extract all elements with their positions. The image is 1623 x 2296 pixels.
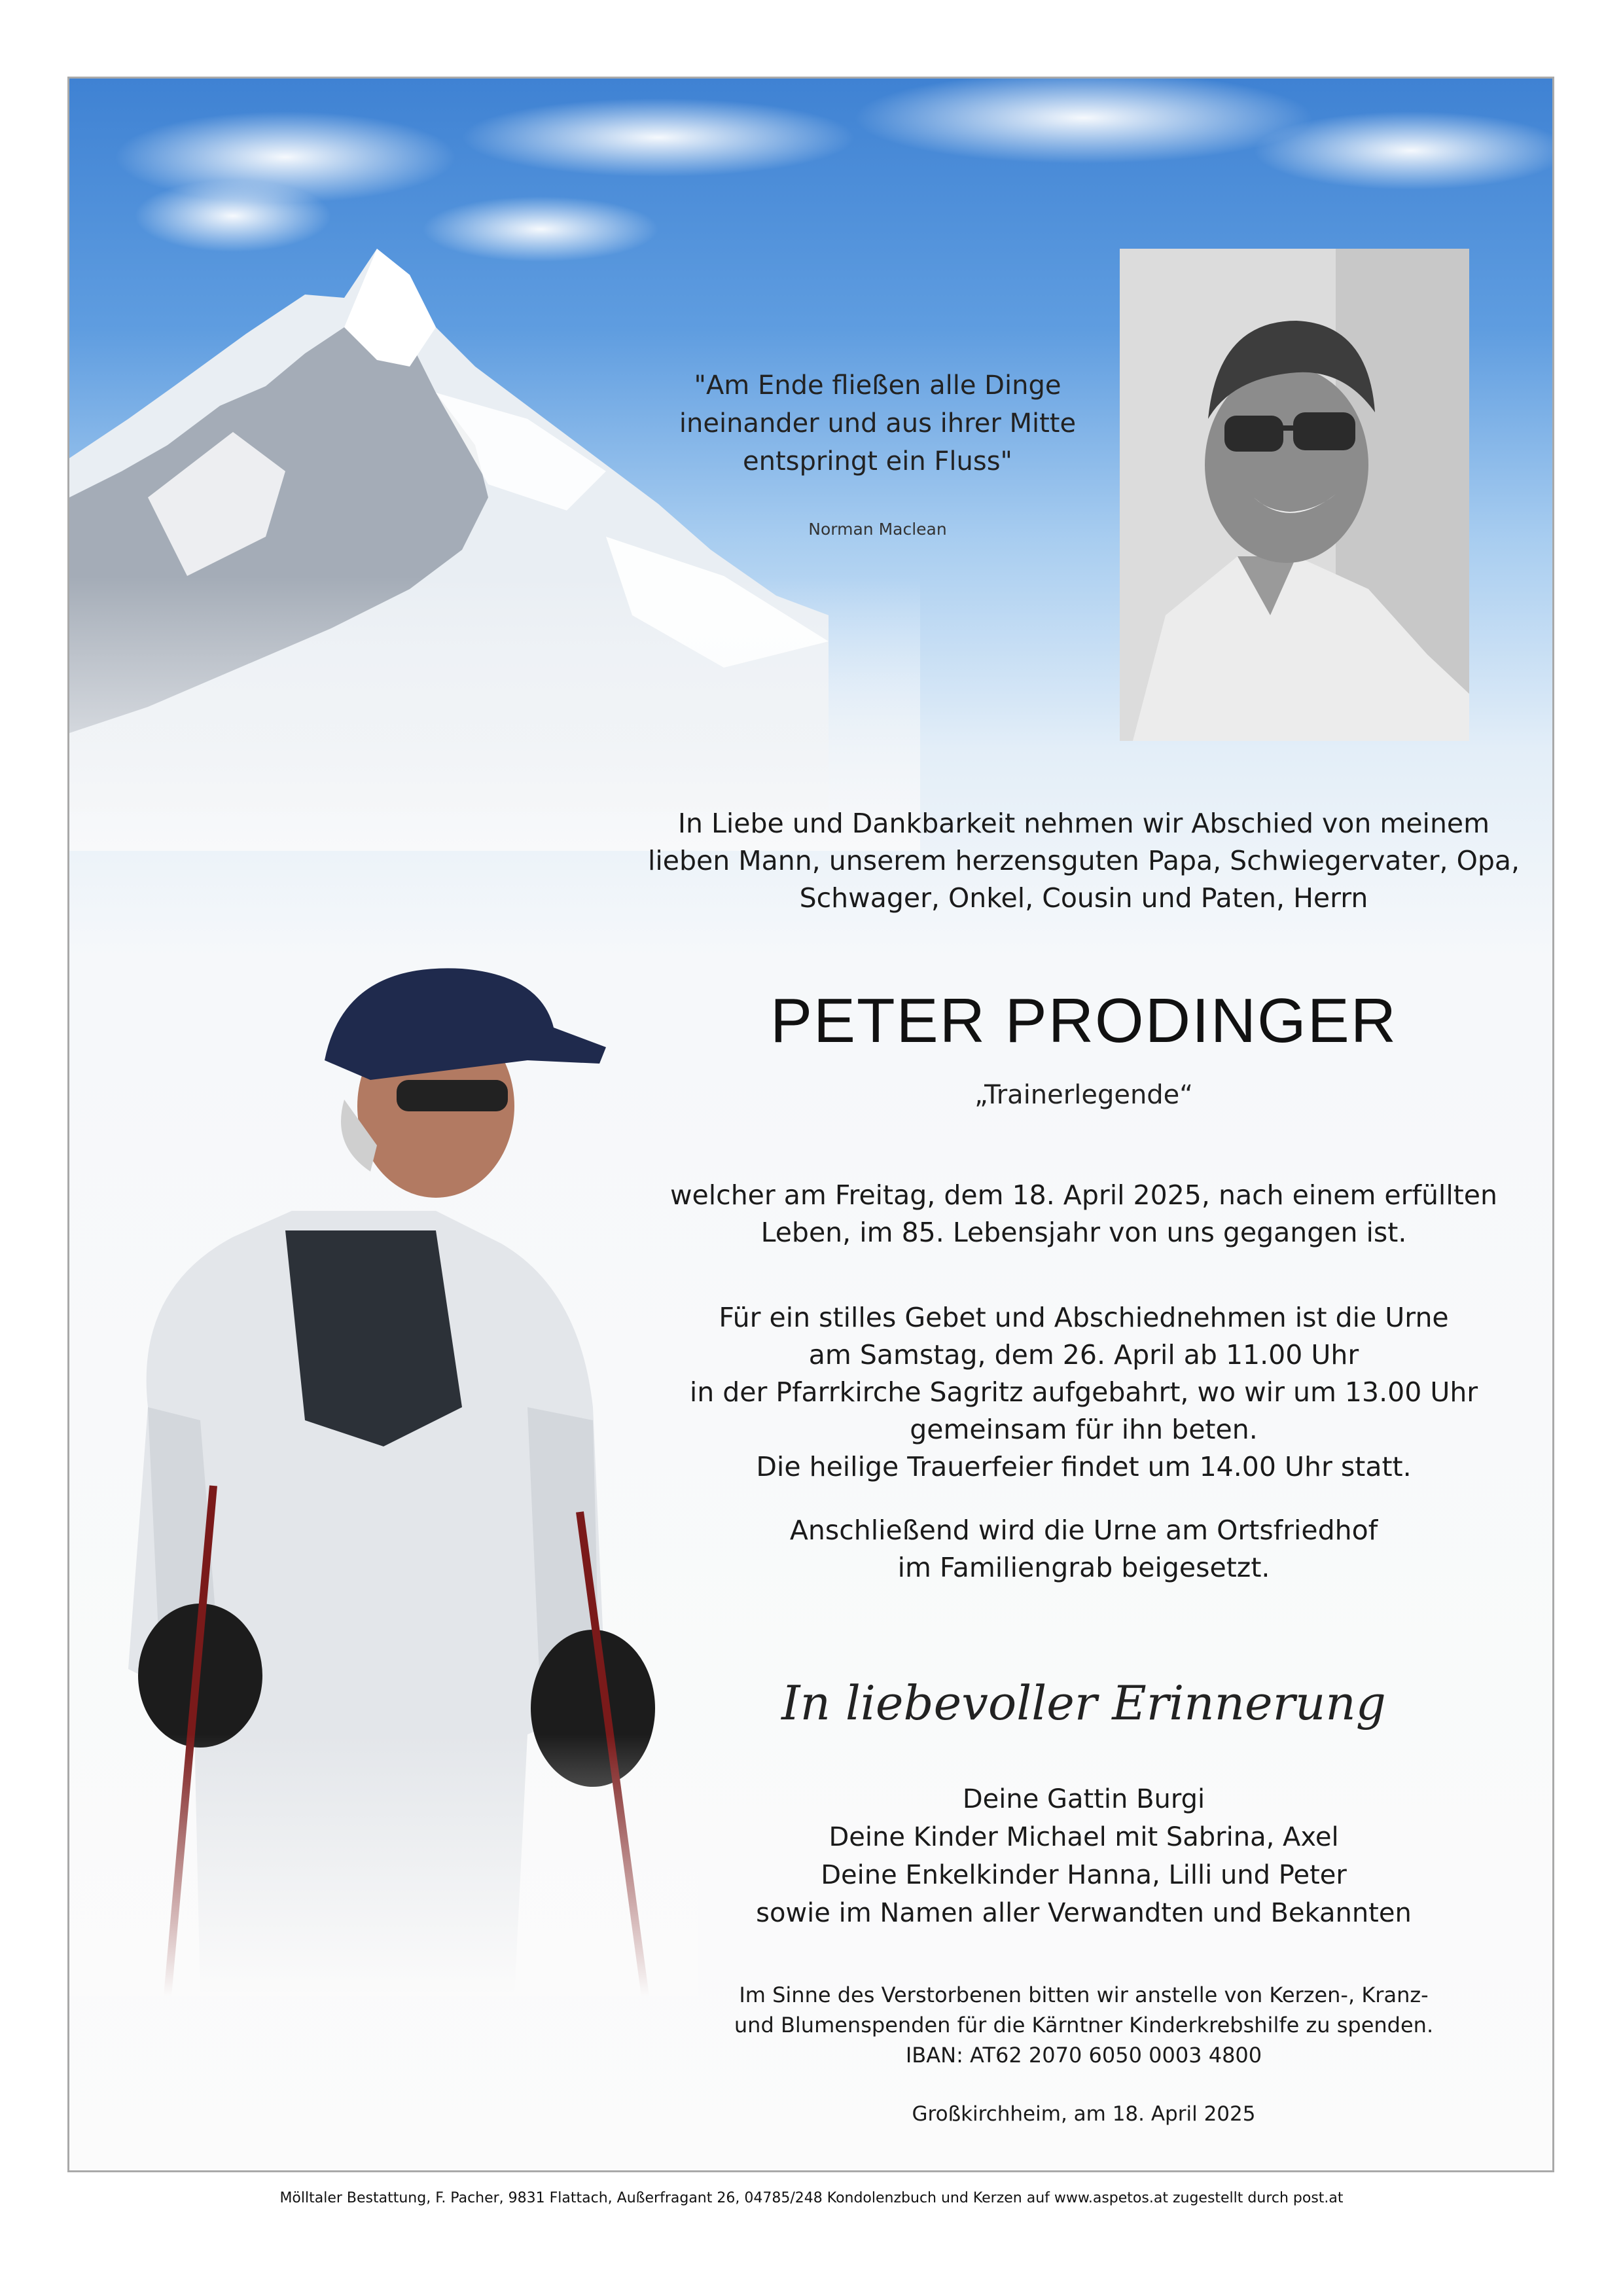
service-line: Für ein stilles Gebet und Abschiednehmen ist die Urne <box>719 1302 1449 1333</box>
family-list <box>645 1780 1522 1932</box>
intro-line: Schwager, Onkel, Cousin und Paten, Herrn <box>799 882 1368 914</box>
quote-line: ineinander und aus ihrer Mitte <box>679 408 1077 439</box>
quote-line: "Am Ende fließen alle Dinge <box>694 370 1061 401</box>
donation-line: und Blumenspenden für die Kärntner Kinderkrebshilfe zu spenden. <box>734 2013 1434 2037</box>
quote <box>665 367 1090 480</box>
death-notice <box>645 1177 1522 1251</box>
family-line: Deine Gattin Burgi <box>962 1784 1205 1814</box>
donation-note <box>645 1980 1522 2070</box>
family-line: Deine Enkelkinder Hanna, Lilli und Peter <box>821 1860 1347 1890</box>
intro-line: In Liebe und Dankbarkeit nehmen wir Abschied von meinem <box>677 808 1490 839</box>
deceased-name: PETER PRODINGER <box>770 986 1398 1056</box>
place-date: Großkirchheim, am 18. April 2025 <box>912 2102 1256 2126</box>
portrait-photo <box>1120 249 1469 741</box>
donation-line: Im Sinne des Verstorbenen bitten wir anstelle von Kerzen-, Kranz- <box>739 1982 1429 2007</box>
obituary-frame <box>67 77 1554 2172</box>
burial-line: im Familiengrab beigesetzt. <box>897 1552 1270 1583</box>
man-portrait-icon <box>1120 249 1469 741</box>
quote-line: entspringt ein Fluss" <box>743 446 1012 476</box>
death-notice-line: welcher am Freitag, dem 18. April 2025, nach einem erfüllten <box>670 1179 1497 1211</box>
burial-line: Anschließend wird die Urne am Ortsfriedhof <box>789 1515 1378 1546</box>
intro-line: lieben Mann, unserem herzensguten Papa, Schwiegervater, Opa, <box>647 845 1520 876</box>
intro-text <box>645 805 1522 917</box>
skier-photo <box>69 949 698 1996</box>
footer-text: Mölltaler Bestattung, F. Pacher, 9831 Flattach, Außerfragant 26, 04785/248 Kondolenzbuch und Kerzen auf www.aspetos.at zugestellt durch post.at <box>279 2190 1344 2206</box>
service-line: in der Pfarrkirche Sagritz aufgebahrt, wo wir um 13.00 Uhr <box>689 1376 1478 1408</box>
service-info <box>645 1299 1522 1486</box>
memorial-heading: In liebevoller Erinnerung <box>781 1676 1386 1731</box>
deceased-nickname: „Trainerlegende“ <box>974 1080 1194 1110</box>
quote-author: Norman Maclean <box>808 520 947 539</box>
service-line: gemeinsam für ihn beten. <box>910 1414 1258 1445</box>
family-line: Deine Kinder Michael mit Sabrina, Axel <box>829 1822 1339 1852</box>
skier-icon <box>69 949 698 1996</box>
family-line: sowie im Namen aller Verwandten und Bekannten <box>756 1898 1412 1928</box>
iban-line: IBAN: AT62 2070 6050 0003 4800 <box>905 2043 1262 2068</box>
burial-info <box>645 1512 1522 1587</box>
service-line: Die heilige Trauerfeier findet um 14.00 Uhr statt. <box>756 1451 1412 1482</box>
death-notice-line: Leben, im 85. Lebensjahr von uns gegangen ist. <box>760 1217 1407 1248</box>
service-line: am Samstag, dem 26. April ab 11.00 Uhr <box>808 1339 1359 1371</box>
